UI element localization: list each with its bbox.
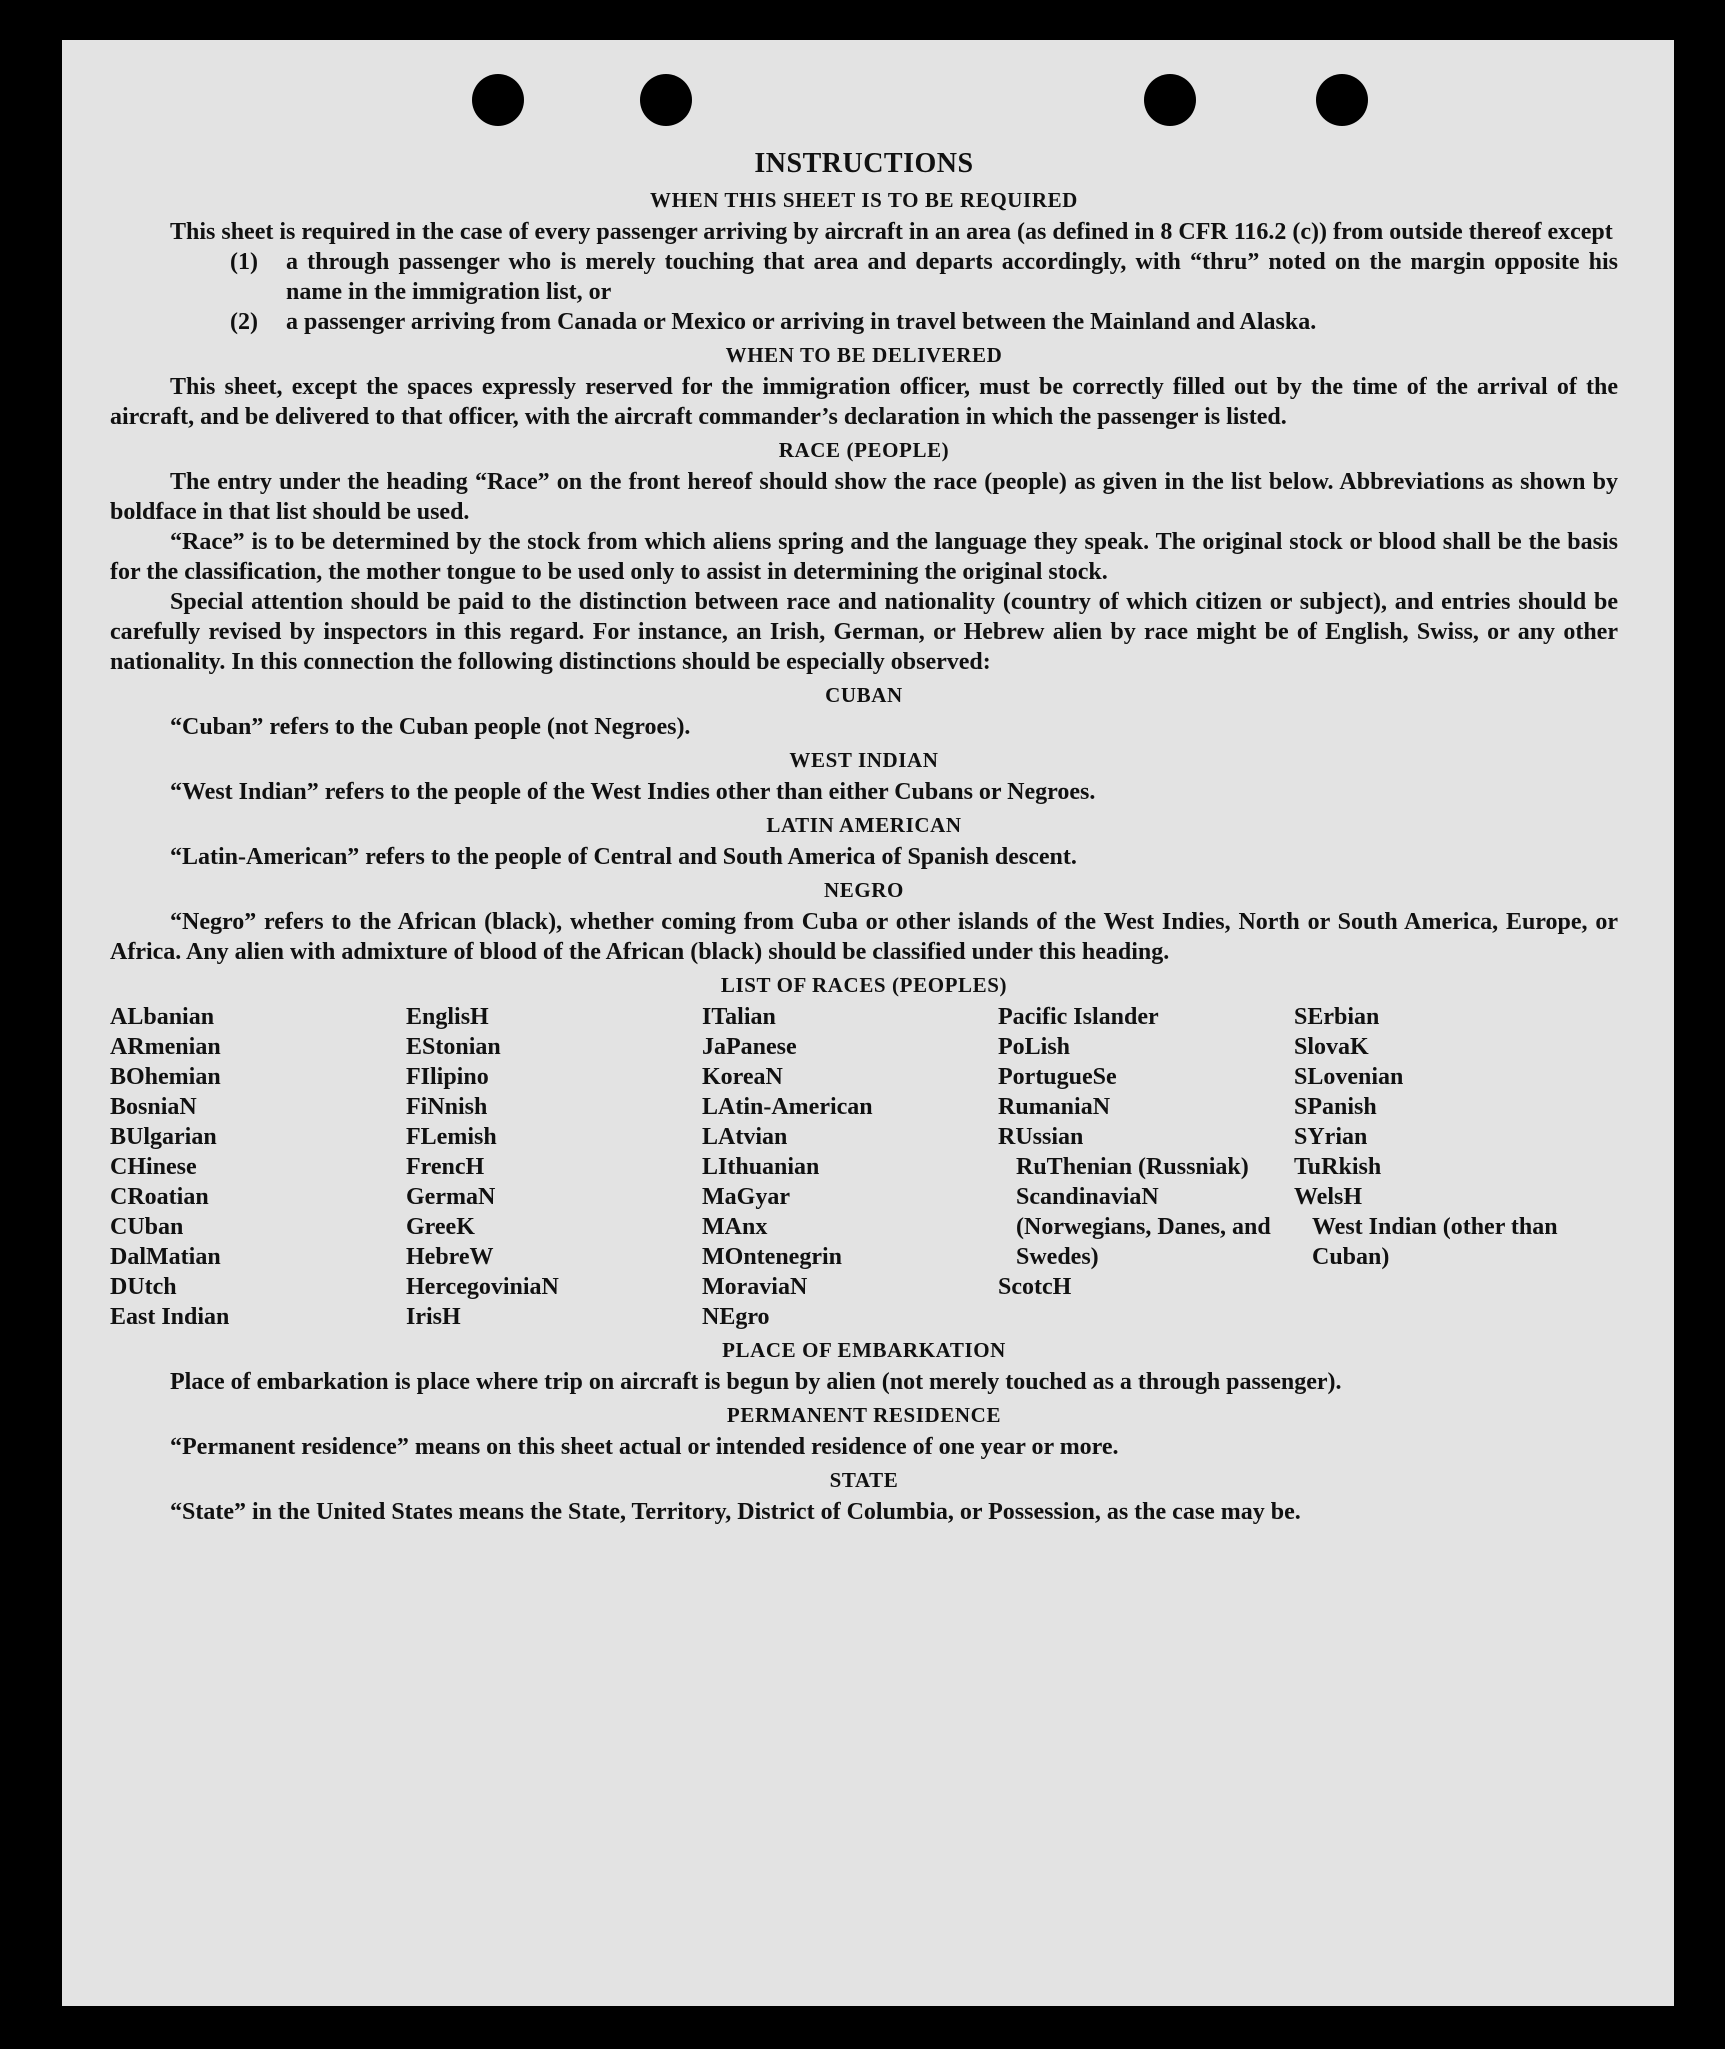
document-page — [62, 40, 1674, 2006]
required-intro: This sheet is required in the case of every passenger arriving by aircraft in an area (as defined in 8 CFR 116.2 (c)) from outside thereof except — [170, 219, 1613, 245]
race-entry: SPanish — [1294, 1094, 1377, 1120]
heading-cuban: CUBAN — [825, 683, 903, 707]
race-entry: FrencH — [406, 1154, 485, 1180]
race-entry: GermaN — [406, 1184, 496, 1210]
heading-permanent-residence: PERMANENT RESIDENCE — [726, 1403, 1002, 1427]
item-text: a through passenger who is merely touching that area and departs accordingly, with “thru” noted on the margin opposite his name in the immigration list, or — [286, 249, 1618, 305]
race-entry: TuRkish — [1294, 1154, 1382, 1180]
race-entry: West Indian (other than Cuban) — [1312, 1214, 1558, 1270]
heading-embarkation: PLACE OF EMBARKATION — [722, 1338, 1006, 1362]
race-entry: DalMatian — [110, 1244, 221, 1270]
race-entry: HebreW — [406, 1244, 494, 1270]
race-entry: LAtin-American — [702, 1094, 873, 1120]
heading-when-required: WHEN THIS SHEET IS TO BE REQUIRED — [650, 188, 1078, 212]
item-text: a passenger arriving from Canada or Mexico or arriving in travel between the Mainland and Alaska. — [286, 309, 1317, 335]
west-indian-definition: “West Indian” refers to the people of the West Indies other than either Cubans or Negroes. — [170, 779, 1096, 805]
race-entry: BosniaN — [110, 1094, 197, 1120]
race-entry: SLovenian — [1294, 1064, 1404, 1090]
heading-when-delivered: WHEN TO BE DELIVERED — [725, 343, 1003, 367]
race-entry: SYrian — [1294, 1124, 1368, 1150]
race-entry: MOntenegrin — [702, 1244, 842, 1270]
race-entry: EStonian — [406, 1034, 501, 1060]
race-entry: MaGyar — [702, 1184, 790, 1210]
race-entry: ALbanian — [110, 1004, 215, 1030]
cuban-definition: “Cuban” refers to the Cuban people (not Negroes). — [170, 714, 691, 740]
race-entry: DUtch — [110, 1274, 177, 1300]
page-title: INSTRUCTIONS — [754, 148, 974, 179]
race-entry: SlovaK — [1294, 1034, 1369, 1060]
race-entry: WelsH — [1294, 1184, 1363, 1210]
race-entry: RumaniaN — [998, 1094, 1111, 1120]
race-column — [998, 1002, 1294, 1332]
race-entry: ARmenian — [110, 1034, 221, 1060]
race-paragraph-1: The entry under the heading “Race” on the front hereof should show the race (people) as given in the list below. Abbreviations as shown by boldface in that list should be used. — [110, 469, 1618, 525]
race-entry: LIthuanian — [702, 1154, 820, 1180]
race-list — [110, 1002, 1618, 1332]
race-entry: FIlipino — [406, 1064, 489, 1090]
race-entry: PortugueSe — [998, 1064, 1117, 1090]
race-entry: CRoatian — [110, 1184, 209, 1210]
punch-hole — [1316, 74, 1368, 126]
race-entry: NEgro — [702, 1304, 770, 1330]
race-entry: RuThenian (Russniak) — [1016, 1154, 1249, 1180]
latin-american-definition: “Latin-American” refers to the people of Central and South America of Spanish descent. — [170, 844, 1077, 870]
race-column — [406, 1002, 702, 1332]
race-entry: PoLish — [998, 1034, 1071, 1060]
race-entry: BUlgarian — [110, 1124, 217, 1150]
race-entry: ITalian — [702, 1004, 776, 1030]
race-entry: LAtvian — [702, 1124, 788, 1150]
race-column — [110, 1002, 406, 1332]
punch-hole — [472, 74, 524, 126]
instructions-content — [110, 148, 1618, 1527]
heading-state: STATE — [829, 1468, 899, 1492]
race-entry: KoreaN — [702, 1064, 783, 1090]
race-entry: MAnx — [702, 1214, 768, 1240]
race-entry: GreeK — [406, 1214, 475, 1240]
heading-west-indian: WEST INDIAN — [789, 748, 939, 772]
race-entry: CUban — [110, 1214, 184, 1240]
item-number: (1) — [230, 249, 258, 275]
race-entry: ScandinaviaN (Norwegians, Danes, and Swedes) — [1016, 1184, 1271, 1270]
punch-hole — [1144, 74, 1196, 126]
race-entry: ScotcH — [998, 1274, 1072, 1300]
race-entry: FiNnish — [406, 1094, 488, 1120]
delivered-text: This sheet, except the spaces expressly reserved for the immigration officer, must be correctly filled out by the time of the arrival of the aircraft, and be delivered to that officer, with the aircraft commander’s declaration in which the passenger is listed. — [110, 374, 1618, 430]
negro-definition: “Negro” refers to the African (black), whether coming from Cuba or other islands of the West Indies, North or South America, Europe, or Africa. Any alien with admixture of blood of the African (black) should be classified under this heading. — [110, 909, 1618, 965]
state-text: “State” in the United States means the State, Territory, District of Columbia, or Possession, as the case may be. — [170, 1499, 1301, 1525]
heading-list-of-races: LIST OF RACES (PEOPLES) — [720, 973, 1008, 997]
heading-race: RACE (PEOPLE) — [778, 438, 950, 462]
race-entry: JaPanese — [702, 1034, 797, 1060]
race-entry: HercegoviniaN — [406, 1274, 559, 1300]
race-column — [1294, 1002, 1590, 1332]
exception-item — [110, 247, 1618, 307]
race-entry: IrisH — [406, 1304, 461, 1330]
race-entry: CHinese — [110, 1154, 197, 1180]
race-entry: BOhemian — [110, 1064, 221, 1090]
race-paragraph-3: Special attention should be paid to the distinction between race and nationality (country of which citizen or subject), and entries should be carefully revised by inspectors in this regard. For instance, an Irish, German, or Hebrew alien by race might be of English, Swiss, or any other nationality. In this connection the following distinctions should be especially observed: — [110, 589, 1618, 675]
race-column — [702, 1002, 998, 1332]
exception-item — [110, 307, 1618, 337]
race-entry: MoraviaN — [702, 1274, 808, 1300]
race-paragraph-2: “Race” is to be determined by the stock from which aliens spring and the language they speak. The original stock or blood shall be the basis for the classification, the mother tongue to be used only to assist in determining the original stock. — [110, 529, 1618, 585]
race-entry: RUssian — [998, 1124, 1084, 1150]
item-number: (2) — [230, 309, 258, 335]
race-entry: EnglisH — [406, 1004, 489, 1030]
race-entry: Pacific Islander — [998, 1004, 1159, 1030]
race-entry: SErbian — [1294, 1004, 1380, 1030]
race-entry: East Indian — [110, 1304, 230, 1330]
race-entry: FLemish — [406, 1124, 497, 1150]
embarkation-text: Place of embarkation is place where trip on aircraft is begun by alien (not merely touched as a through passenger). — [170, 1369, 1342, 1395]
heading-latin-american: LATIN AMERICAN — [766, 813, 962, 837]
heading-negro: NEGRO — [823, 878, 904, 902]
punch-hole — [640, 74, 692, 126]
residence-text: “Permanent residence” means on this sheet actual or intended residence of one year or more. — [170, 1434, 1119, 1460]
